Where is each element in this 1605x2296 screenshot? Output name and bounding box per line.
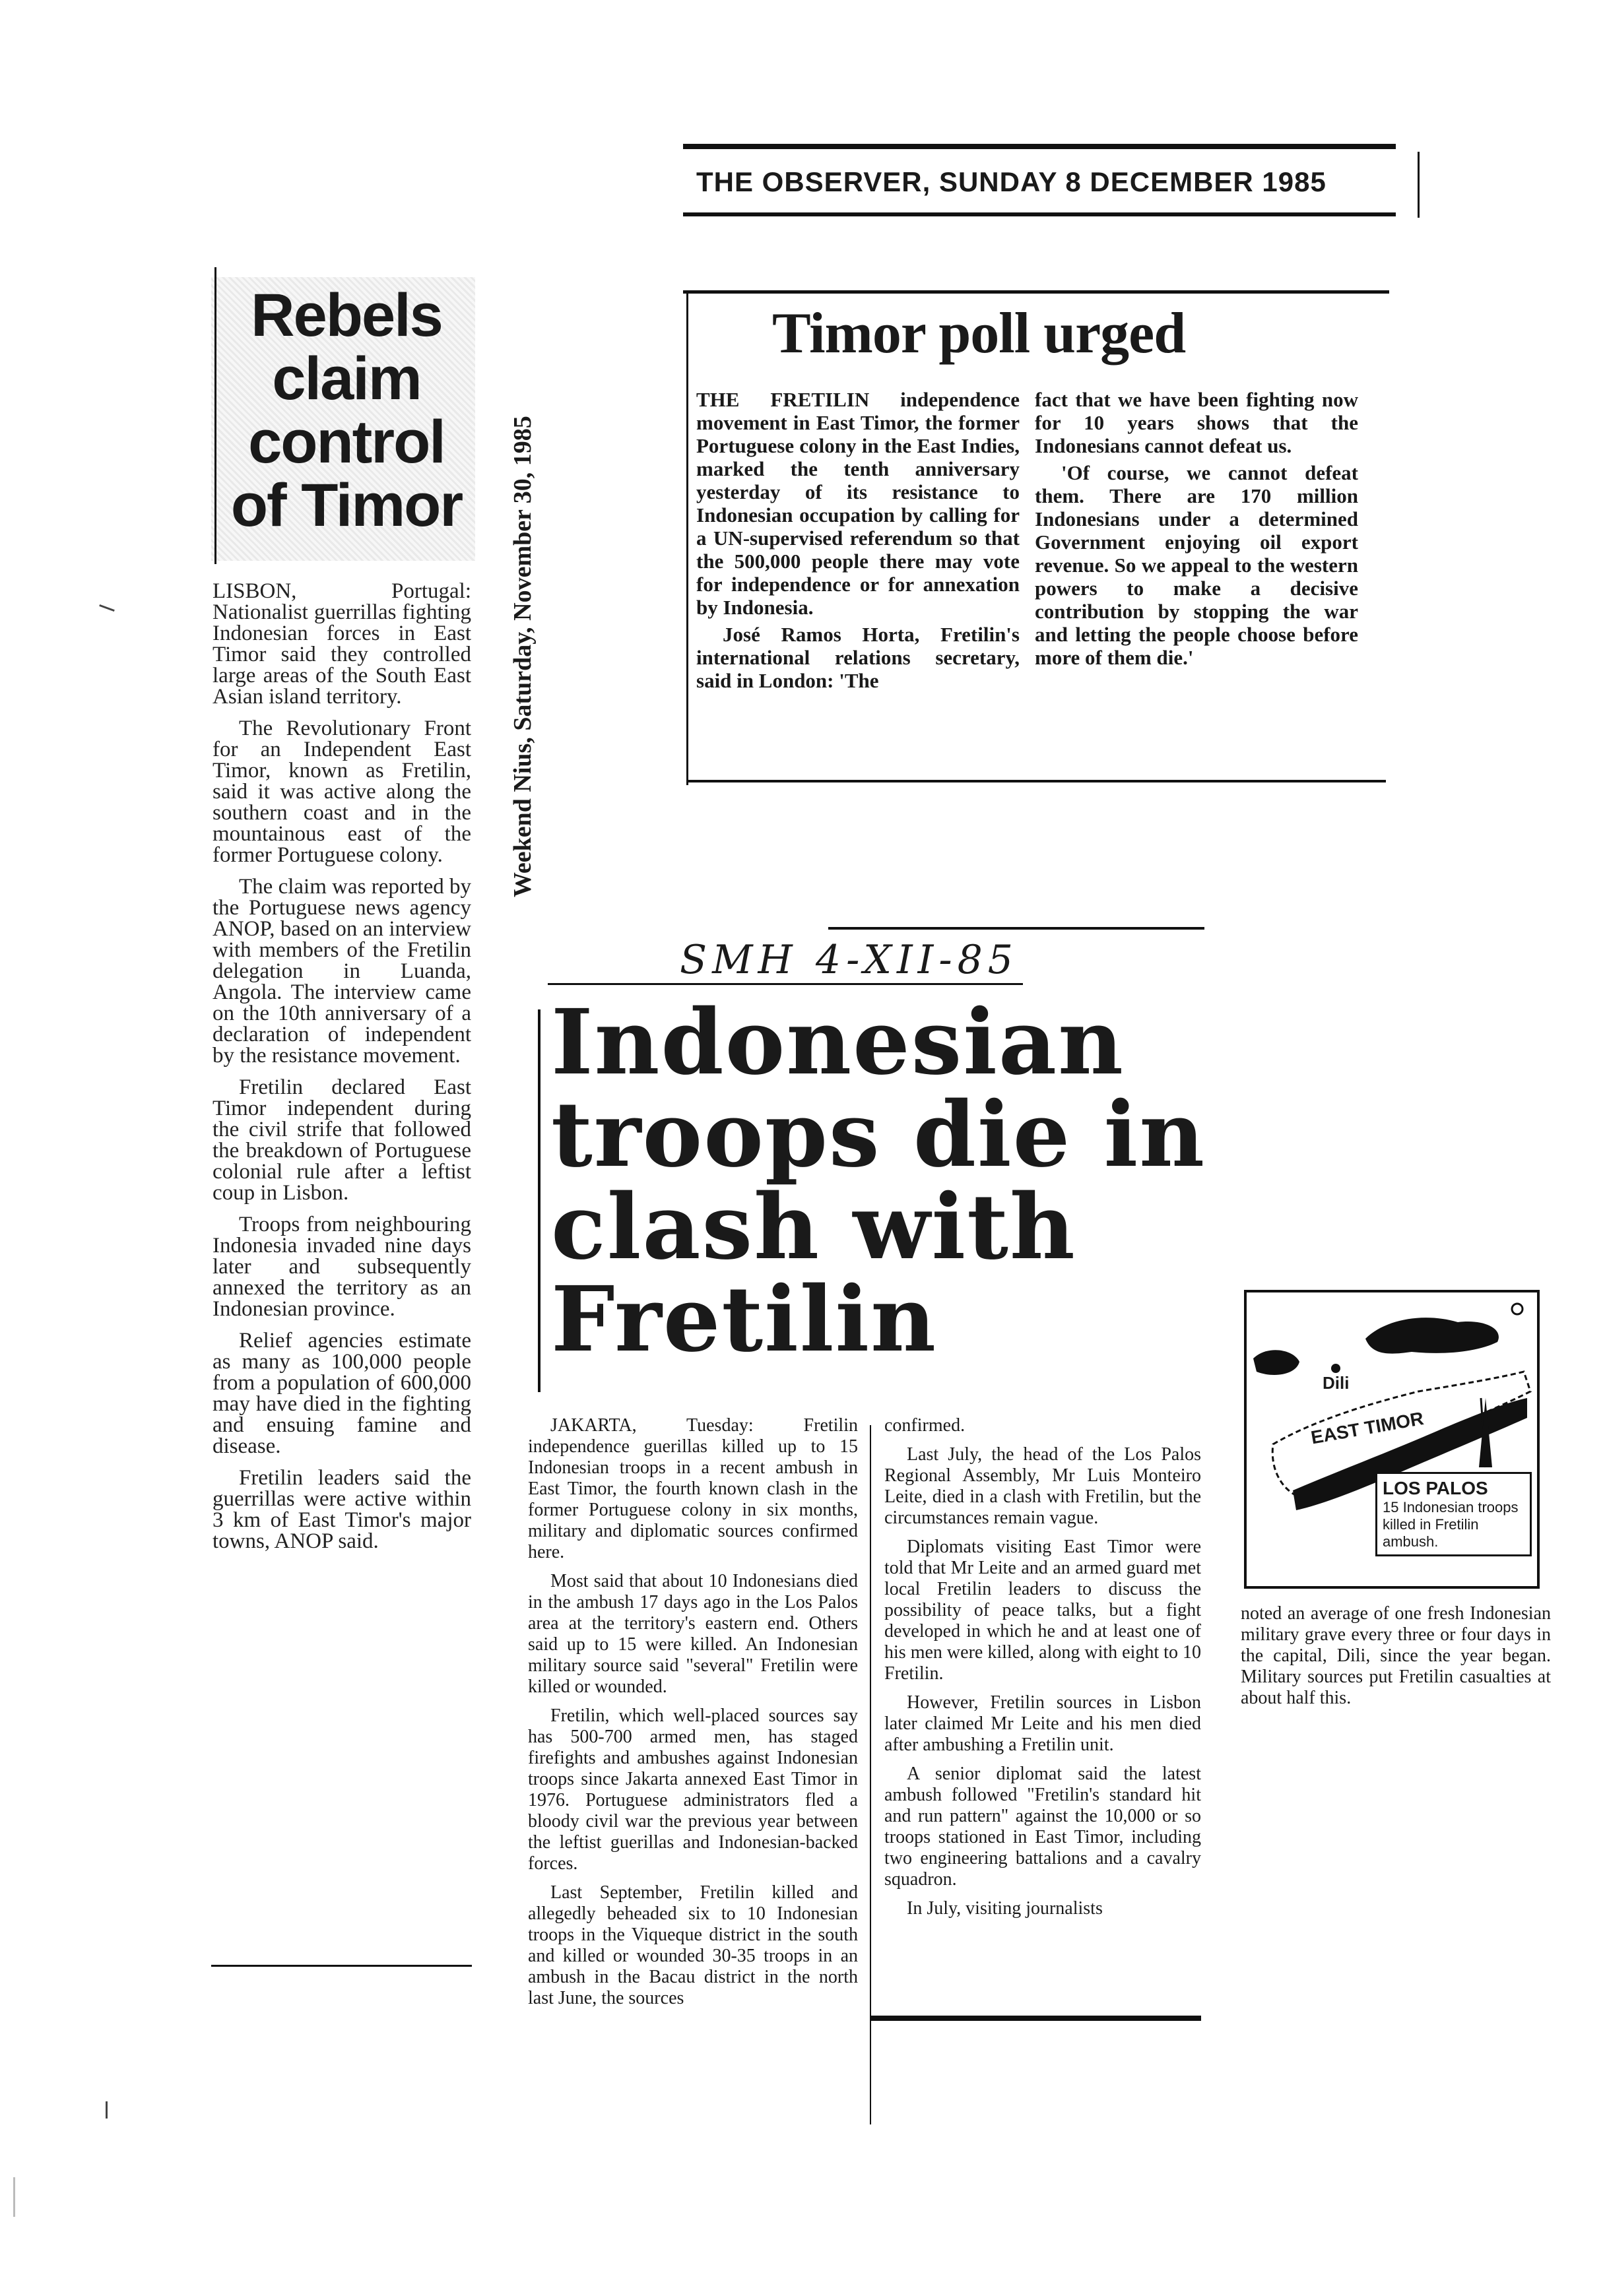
troops-paragraph: Most said that about 10 Indonesians died in the ambush 17 days ago in the Los Palos area at the territory's eastern end. Others said up to 15 were killed. An Indonesian military source said "several" Fretilin were killed or wounded. bbox=[528, 1571, 858, 1697]
observer-right-edge bbox=[1418, 152, 1420, 218]
east-timor-map bbox=[1244, 1290, 1540, 1589]
map-caption-text: 15 Indonesian troops killed in Fretilin ambush. bbox=[1383, 1499, 1519, 1550]
scan-mark bbox=[99, 604, 115, 612]
troops-paragraph: Diplomats visiting East Timor were told that Mr Leite and an armed guard met local Fretilin leaders to discuss the possibility of peace talks, but a fight developed in which he and at least one of his men were killed, along with eight to 10 Fretilin. bbox=[884, 1537, 1201, 1684]
poll-top-rule bbox=[683, 290, 1389, 294]
rebels-headline-line: Rebels bbox=[251, 282, 442, 349]
map-label-dili: Dili bbox=[1323, 1373, 1350, 1393]
observer-masthead: THE OBSERVER, SUNDAY 8 DECEMBER 1985 bbox=[696, 166, 1327, 197]
troops-left-rule bbox=[538, 1009, 540, 1392]
rebels-article-body bbox=[213, 581, 471, 1562]
troops-paragraph: Last July, the head of the Los Palos Regional Assembly, Mr Luis Monteiro Leite, died in a clash with Fretilin, but the circumstances remain vague. bbox=[884, 1444, 1201, 1528]
rebels-paragraph: Fretilin leaders said the guerrillas were active within 3 km of East Timor's major towns, ANOP said. bbox=[213, 1466, 471, 1553]
troops-headline-line: Indonesian bbox=[551, 990, 1125, 1095]
scan-mark bbox=[106, 2101, 108, 2119]
map-caption-box bbox=[1375, 1472, 1532, 1556]
troops-column-2-end-rule bbox=[871, 2016, 1201, 2021]
rebels-headline-line: control bbox=[248, 408, 445, 476]
rebels-paragraph: LISBON, Portugal: Nationalist guerrillas fighting Indonesian forces in East Timor said they controlled large areas of the South East Asian island territory. bbox=[213, 579, 471, 709]
rebels-paragraph: The claim was reported by the Portuguese news agency ANOP, based on an interview with members of the Fretilin delegation in Luanda, Angola. The interview came on the 10th anniversary of a declaration of independent by the resistance movement. bbox=[213, 875, 471, 1068]
troops-column-1 bbox=[528, 1415, 858, 2017]
map-corner-marker-icon bbox=[1512, 1304, 1523, 1314]
map-label-east-timor: EAST TIMOR bbox=[1309, 1408, 1425, 1448]
rebels-left-rule bbox=[214, 267, 216, 564]
troops-headline bbox=[551, 990, 1211, 1372]
rebels-headline-line: of Timor bbox=[230, 472, 463, 539]
troops-paragraph: Last September, Fretilin killed and allegedly beheaded six to 10 Indonesian troops in the Viqueque district in the south and killed or wounded 30-35 troops in an ambush in the Bacau district in the north last June, the sources bbox=[528, 1882, 858, 2008]
map-caption-title: LOS PALOS bbox=[1383, 1478, 1488, 1498]
poll-paragraph: fact that we have been fighting now for 10 years shows that the Indonesians cannot defeat us. bbox=[1035, 388, 1358, 457]
observer-bottom-rule bbox=[683, 212, 1396, 216]
troops-paragraph: A senior diplomat said the latest ambush followed "Fretilin's standard hit and run pattern" against the 10,000 or so troops stationed in East Timor, including two engineering battalions and a cavalry squadron. bbox=[884, 1764, 1201, 1890]
rebels-end-rule bbox=[211, 1965, 472, 1967]
poll-column-2 bbox=[1035, 388, 1358, 673]
handwriting-top-rule bbox=[828, 927, 1204, 930]
troops-paragraph: However, Fretilin sources in Lisbon later claimed Mr Leite and his men died after ambushing a Fretilin unit. bbox=[884, 1692, 1201, 1755]
rebels-paragraph: Fretilin declared East Timor independent during the civil strife that followed the breakdown of Portuguese colonial rule after a leftist coup in Lisbon. bbox=[213, 1075, 471, 1205]
troops-paragraph: In July, visiting journalists bbox=[907, 1898, 1103, 1919]
rebels-headline bbox=[218, 284, 475, 537]
poll-paragraph: José Ramos Horta, Fretilin's international relations secretary, said in London: 'The bbox=[696, 623, 1020, 692]
rebels-paragraph: Relief agencies estimate as many as 100,000 people from a population of 600,000 may have died in the fighting and ensuing famine and disease. bbox=[213, 1329, 471, 1458]
handwriting-underline bbox=[548, 983, 1023, 985]
troops-paragraph: Fretilin, which well-placed sources say has 500-700 armed men, has staged firefights and ambushes against Indonesian troops since Jakarta annexed East Timor in 1976. Portuguese administrators fled a bloody civil war the previous year between the leftist guerillas and Indonesian-backed forces. bbox=[528, 1706, 858, 1874]
rebels-source-vertical: Weekend Nius, Saturday, November 30, 1985 bbox=[509, 416, 537, 897]
troops-column-2 bbox=[884, 1415, 1201, 1927]
western-islet-shape bbox=[1253, 1350, 1299, 1375]
dili-dot-icon bbox=[1331, 1364, 1340, 1373]
poll-headline: Timor poll urged bbox=[772, 302, 1186, 366]
troops-headline-line: Fretilin bbox=[551, 1267, 938, 1372]
poll-paragraph: THE FRETILIN independence movement in East Timor, the former Portuguese colony in the East Indies, marked the tenth anniversary yesterday of its resistance to Indonesian occupation by calling for a UN-supervised referendum so that the 500,000 people there may vote for independence or for annexation by Indonesia. bbox=[696, 388, 1020, 619]
scan-mark bbox=[13, 2177, 15, 2217]
troops-paragraph: noted an average of one fresh Indonesian military grave every three or four days in the capital, Dili, since the year began. Military sources put Fretilin casualties at about half this. bbox=[1241, 1603, 1551, 1708]
observer-top-rule bbox=[683, 144, 1396, 149]
rebels-paragraph: The Revolutionary Front for an Independent East Timor, known as Fretilin, said it was active along the southern coast and in the mountainous east of the former Portuguese colony. bbox=[213, 717, 471, 867]
troops-headline-line: clash with bbox=[551, 1174, 1076, 1280]
poll-bottom-rule bbox=[686, 780, 1386, 782]
troops-column-3 bbox=[1241, 1603, 1551, 1717]
troops-paragraph: confirmed. bbox=[884, 1415, 966, 1436]
poll-column-1 bbox=[696, 388, 1020, 696]
troops-paragraph: JAKARTA, Tuesday: Fretilin independence guerillas killed up to 15 Indonesian troops in a recent ambush in East Timor, the fourth known clash in the former Portuguese colony in six months, military and diplomatic sources confirmed here. bbox=[528, 1415, 858, 1562]
atauro-island-shape bbox=[1365, 1318, 1499, 1354]
troops-headline-line: troops die in bbox=[551, 1082, 1206, 1188]
rebels-headline-line: claim bbox=[272, 345, 421, 412]
poll-left-rule bbox=[686, 290, 688, 785]
poll-paragraph: 'Of course, we cannot defeat them. There are 170 million Indonesians under a determined Government enjoying oil export revenue. So we appeal to the western powers to make a decisive contribution by stopping the war and letting the people choose before more of them die.' bbox=[1035, 461, 1358, 669]
rebels-paragraph: Troops from neighbouring Indonesia invaded nine days later and subsequently annexed the territory as an Indonesian province. bbox=[213, 1213, 471, 1321]
handwritten-date-note: SMH 4-XII-85 bbox=[680, 937, 1018, 983]
